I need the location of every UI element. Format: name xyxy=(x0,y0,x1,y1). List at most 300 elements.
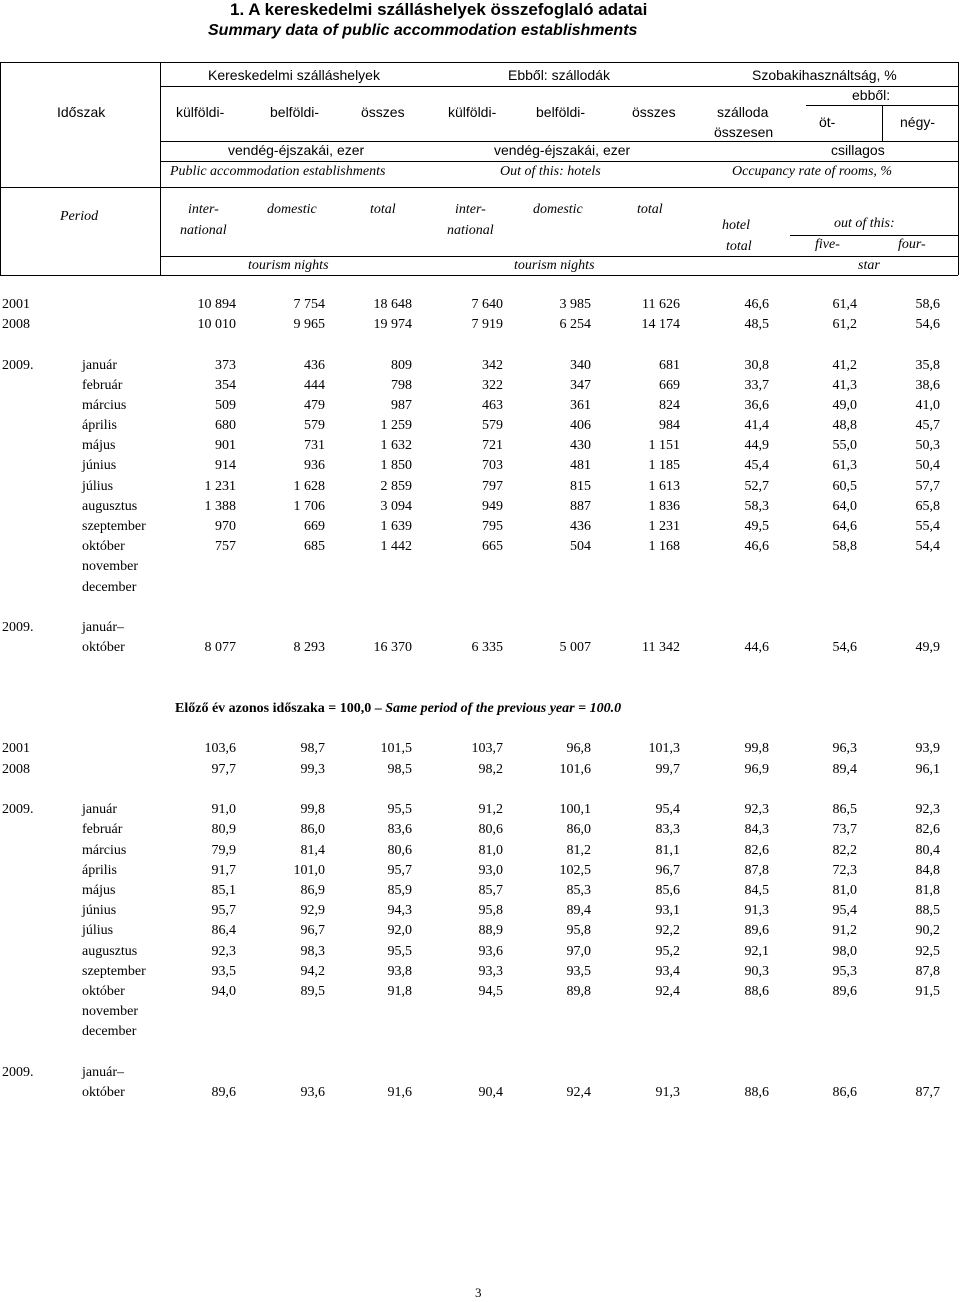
value-cell: 1 442 xyxy=(380,539,412,554)
value-cell: 3 094 xyxy=(380,499,412,514)
value-cell: 757 xyxy=(215,539,236,554)
value-cell: 64,0 xyxy=(832,499,857,514)
value-cell: 84,8 xyxy=(915,863,940,878)
value-cell: 10 010 xyxy=(197,317,236,332)
row-month: február xyxy=(82,822,123,837)
value-cell: 98,7 xyxy=(300,741,325,756)
row-month: június xyxy=(82,903,117,918)
value-cell: 798 xyxy=(391,378,412,393)
value-cell: 93,6 xyxy=(478,944,503,959)
row-month: április xyxy=(82,863,117,878)
value-cell: 80,6 xyxy=(478,822,503,837)
en-group-rule xyxy=(160,161,958,162)
value-cell: 57,7 xyxy=(915,479,940,494)
value-cell: 36,6 xyxy=(744,398,769,413)
value-cell: 90,3 xyxy=(744,964,769,979)
value-cell: 342 xyxy=(482,358,503,373)
value-cell: 102,5 xyxy=(559,863,591,878)
col-hotel-total: total xyxy=(726,239,752,254)
col-osszes-2: összes xyxy=(632,104,676,120)
value-cell: 481 xyxy=(570,458,591,473)
value-cell: 96,1 xyxy=(915,762,940,777)
vendeg-label-1: vendég-éjszakái, ezer xyxy=(228,142,365,158)
row-month: október xyxy=(82,640,125,655)
value-cell: 797 xyxy=(482,479,503,494)
value-cell: 8 293 xyxy=(293,640,325,655)
value-cell: 11 626 xyxy=(642,297,680,312)
value-cell: 89,6 xyxy=(744,923,769,938)
value-cell: 61,2 xyxy=(832,317,857,332)
group-en-3: Occupancy rate of rooms, % xyxy=(732,164,893,179)
value-cell: 987 xyxy=(391,398,412,413)
value-cell: 444 xyxy=(304,378,325,393)
row-month: március xyxy=(82,398,127,413)
value-cell: 61,3 xyxy=(832,458,857,473)
row-month: január– xyxy=(82,1065,124,1080)
value-cell: 936 xyxy=(304,458,325,473)
value-cell: 41,0 xyxy=(915,398,940,413)
value-cell: 91,8 xyxy=(387,984,412,999)
value-cell: 7 919 xyxy=(471,317,503,332)
row-month: augusztus xyxy=(82,944,138,959)
value-cell: 73,7 xyxy=(832,822,857,837)
value-cell: 91,3 xyxy=(655,1085,680,1100)
row-year: 2001 xyxy=(2,297,30,312)
value-cell: 49,5 xyxy=(744,519,769,534)
value-cell: 91,5 xyxy=(915,984,940,999)
value-cell: 44,6 xyxy=(744,640,769,655)
value-cell: 83,3 xyxy=(655,822,680,837)
ebbol-label: ebből: xyxy=(852,87,891,103)
value-cell: 430 xyxy=(570,438,591,453)
value-cell: 361 xyxy=(570,398,591,413)
value-cell: 97,7 xyxy=(211,762,236,777)
value-cell: 48,8 xyxy=(832,418,857,433)
value-cell: 1 632 xyxy=(380,438,412,453)
value-cell: 89,5 xyxy=(300,984,325,999)
value-cell: 3 985 xyxy=(559,297,591,312)
value-cell: 86,6 xyxy=(832,1085,857,1100)
value-cell: 95,8 xyxy=(566,923,591,938)
value-cell: 48,5 xyxy=(744,317,769,332)
value-cell: 901 xyxy=(215,438,236,453)
row-year: 2009. xyxy=(2,1065,34,1080)
star-divider-hu xyxy=(882,105,883,141)
row-year: 2008 xyxy=(2,317,30,332)
row-month: október xyxy=(82,1085,125,1100)
value-cell: 10 894 xyxy=(197,297,236,312)
col-four: four- xyxy=(898,237,926,252)
value-cell: 91,6 xyxy=(387,1085,412,1100)
value-cell: 46,6 xyxy=(744,539,769,554)
value-cell: 9 965 xyxy=(293,317,325,332)
value-cell: 98,5 xyxy=(387,762,412,777)
value-cell: 887 xyxy=(570,499,591,514)
value-cell: 92,3 xyxy=(915,802,940,817)
value-cell: 373 xyxy=(215,358,236,373)
value-cell: 79,9 xyxy=(211,843,236,858)
value-cell: 669 xyxy=(659,378,680,393)
value-cell: 1 613 xyxy=(648,479,680,494)
row-month: szeptember xyxy=(82,964,146,979)
value-cell: 5 007 xyxy=(559,640,591,655)
value-cell: 92,9 xyxy=(300,903,325,918)
row-year: 2009. xyxy=(2,802,34,817)
value-cell: 463 xyxy=(482,398,503,413)
col-ot: öt- xyxy=(819,114,836,130)
value-cell: 54,4 xyxy=(915,539,940,554)
value-cell: 1 259 xyxy=(380,418,412,433)
row-month: december xyxy=(82,1024,137,1039)
header-left-border xyxy=(0,62,1,275)
col-kulfoldi-2: külföldi- xyxy=(448,104,497,120)
value-cell: 55,0 xyxy=(832,438,857,453)
col-national-1: national xyxy=(180,223,227,238)
tourism-nights-2: tourism nights xyxy=(514,258,595,273)
value-cell: 94,3 xyxy=(387,903,412,918)
value-cell: 87,7 xyxy=(915,1085,940,1100)
value-cell: 82,6 xyxy=(744,843,769,858)
row-year: 2001 xyxy=(2,741,30,756)
col-hotel: hotel xyxy=(722,218,750,233)
value-cell: 7 754 xyxy=(293,297,325,312)
value-cell: 88,6 xyxy=(744,1085,769,1100)
value-cell: 93,8 xyxy=(387,964,412,979)
value-cell: 65,8 xyxy=(915,499,940,514)
col-negy: négy- xyxy=(900,114,936,130)
row-month: január xyxy=(82,802,117,817)
value-cell: 815 xyxy=(570,479,591,494)
value-cell: 18 648 xyxy=(373,297,412,312)
value-cell: 91,7 xyxy=(211,863,236,878)
value-cell: 86,9 xyxy=(300,883,325,898)
value-cell: 72,3 xyxy=(832,863,857,878)
row-month: május xyxy=(82,438,116,453)
value-cell: 731 xyxy=(304,438,325,453)
value-cell: 89,8 xyxy=(566,984,591,999)
row-month: február xyxy=(82,378,123,393)
value-cell: 93,3 xyxy=(478,964,503,979)
col-belfoldi-1: belföldi- xyxy=(270,104,320,120)
value-cell: 95,7 xyxy=(387,863,412,878)
value-cell: 100,1 xyxy=(559,802,591,817)
value-cell: 93,0 xyxy=(478,863,503,878)
value-cell: 92,2 xyxy=(655,923,680,938)
value-cell: 8 077 xyxy=(204,640,236,655)
value-cell: 54,6 xyxy=(915,317,940,332)
value-cell: 89,6 xyxy=(211,1085,236,1100)
value-cell: 80,4 xyxy=(915,843,940,858)
value-cell: 87,8 xyxy=(744,863,769,878)
value-cell: 85,9 xyxy=(387,883,412,898)
row-month: március xyxy=(82,843,127,858)
vendeg-label-2: vendég-éjszakái, ezer xyxy=(494,142,631,158)
value-cell: 81,0 xyxy=(478,843,503,858)
col-osszes-1: összes xyxy=(361,104,405,120)
value-cell: 96,9 xyxy=(744,762,769,777)
value-cell: 1 185 xyxy=(648,458,680,473)
header-mid-rule xyxy=(0,187,958,188)
value-cell: 45,4 xyxy=(744,458,769,473)
value-cell: 95,4 xyxy=(655,802,680,817)
value-cell: 94,2 xyxy=(300,964,325,979)
value-cell: 92,1 xyxy=(744,944,769,959)
value-cell: 96,8 xyxy=(566,741,591,756)
value-cell: 41,2 xyxy=(832,358,857,373)
value-cell: 86,0 xyxy=(300,822,325,837)
value-cell: 949 xyxy=(482,499,503,514)
page-title: 1. A kereskedelmi szálláshelyek összefoglaló adatai xyxy=(230,0,648,19)
value-cell: 19 974 xyxy=(373,317,412,332)
value-cell: 1 850 xyxy=(380,458,412,473)
row-month: július xyxy=(82,479,114,494)
value-cell: 6 254 xyxy=(559,317,591,332)
value-cell: 2 859 xyxy=(380,479,412,494)
group-hu-rule xyxy=(160,86,958,87)
value-cell: 96,3 xyxy=(832,741,857,756)
value-cell: 101,5 xyxy=(380,741,412,756)
value-cell: 85,3 xyxy=(566,883,591,898)
value-cell: 984 xyxy=(659,418,680,433)
period-label: Period xyxy=(60,209,99,224)
row-month: január– xyxy=(82,620,124,635)
col-inter-1: inter- xyxy=(188,202,219,217)
value-cell: 80,6 xyxy=(387,843,412,858)
header-top-rule xyxy=(0,62,958,63)
value-cell: 86,5 xyxy=(832,802,857,817)
value-cell: 98,2 xyxy=(478,762,503,777)
tourism-nights-1: tourism nights xyxy=(248,258,329,273)
value-cell: 1 836 xyxy=(648,499,680,514)
row-month: április xyxy=(82,418,117,433)
col-domestic-2: domestic xyxy=(533,202,583,217)
value-cell: 509 xyxy=(215,398,236,413)
value-cell: 99,8 xyxy=(300,802,325,817)
value-cell: 95,5 xyxy=(387,802,412,817)
value-cell: 95,8 xyxy=(478,903,503,918)
star-label: star xyxy=(858,258,880,273)
col-five: five- xyxy=(815,237,840,252)
value-cell: 30,8 xyxy=(744,358,769,373)
group-hu-3: Szobakihasználtság, % xyxy=(752,67,897,83)
value-cell: 795 xyxy=(482,519,503,534)
value-cell: 81,2 xyxy=(566,843,591,858)
value-cell: 92,4 xyxy=(566,1085,591,1100)
value-cell: 60,5 xyxy=(832,479,857,494)
value-cell: 16 370 xyxy=(373,640,412,655)
tourism-rule xyxy=(160,256,958,257)
header-right-border xyxy=(958,62,959,275)
value-cell: 1 706 xyxy=(293,499,325,514)
out-of-this-rule xyxy=(790,235,958,236)
row-year: 2009. xyxy=(2,620,34,635)
value-cell: 88,6 xyxy=(744,984,769,999)
value-cell: 84,3 xyxy=(744,822,769,837)
value-cell: 93,6 xyxy=(300,1085,325,1100)
value-cell: 97,0 xyxy=(566,944,591,959)
value-cell: 479 xyxy=(304,398,325,413)
value-cell: 809 xyxy=(391,358,412,373)
value-cell: 58,3 xyxy=(744,499,769,514)
col-total-2: total xyxy=(637,202,663,217)
value-cell: 45,7 xyxy=(915,418,940,433)
row-year: 2008 xyxy=(2,762,30,777)
value-cell: 1 388 xyxy=(204,499,236,514)
value-cell: 54,6 xyxy=(832,640,857,655)
value-cell: 681 xyxy=(659,358,680,373)
row-month: november xyxy=(82,559,138,574)
col-total-1: total xyxy=(370,202,396,217)
value-cell: 87,8 xyxy=(915,964,940,979)
value-cell: 81,8 xyxy=(915,883,940,898)
value-cell: 81,1 xyxy=(655,843,680,858)
value-cell: 91,3 xyxy=(744,903,769,918)
row-month: július xyxy=(82,923,114,938)
value-cell: 436 xyxy=(304,358,325,373)
value-cell: 85,1 xyxy=(211,883,236,898)
row-month: szeptember xyxy=(82,519,146,534)
value-cell: 94,5 xyxy=(478,984,503,999)
value-cell: 64,6 xyxy=(832,519,857,534)
row-month: október xyxy=(82,539,125,554)
header-bottom-rule xyxy=(0,275,958,276)
value-cell: 579 xyxy=(304,418,325,433)
value-cell: 50,3 xyxy=(915,438,940,453)
row-year: 2009. xyxy=(2,358,34,373)
value-cell: 340 xyxy=(570,358,591,373)
value-cell: 6 335 xyxy=(471,640,503,655)
value-cell: 81,4 xyxy=(300,843,325,858)
value-cell: 83,6 xyxy=(387,822,412,837)
value-cell: 89,6 xyxy=(832,984,857,999)
value-cell: 91,0 xyxy=(211,802,236,817)
value-cell: 86,4 xyxy=(211,923,236,938)
value-cell: 33,7 xyxy=(744,378,769,393)
group-hu-2: Ebből: szállodák xyxy=(508,67,610,83)
value-cell: 354 xyxy=(215,378,236,393)
index-note-hu: Előző év azonos időszaka = 100,0 – xyxy=(175,701,382,716)
value-cell: 504 xyxy=(570,539,591,554)
value-cell: 52,7 xyxy=(744,479,769,494)
row-month: november xyxy=(82,1004,138,1019)
value-cell: 92,3 xyxy=(744,802,769,817)
row-month: augusztus xyxy=(82,499,138,514)
value-cell: 85,7 xyxy=(478,883,503,898)
value-cell: 14 174 xyxy=(641,317,680,332)
value-cell: 92,5 xyxy=(915,944,940,959)
row-month: május xyxy=(82,883,116,898)
col-inter-2: inter- xyxy=(455,202,486,217)
value-cell: 90,4 xyxy=(478,1085,503,1100)
value-cell: 322 xyxy=(482,378,503,393)
page-subtitle: Summary data of public accommodation establishments xyxy=(208,22,638,39)
value-cell: 89,4 xyxy=(832,762,857,777)
value-cell: 95,3 xyxy=(832,964,857,979)
value-cell: 1 231 xyxy=(648,519,680,534)
value-cell: 1 168 xyxy=(648,539,680,554)
value-cell: 665 xyxy=(482,539,503,554)
value-cell: 406 xyxy=(570,418,591,433)
value-cell: 49,0 xyxy=(832,398,857,413)
value-cell: 35,8 xyxy=(915,358,940,373)
value-cell: 46,6 xyxy=(744,297,769,312)
value-cell: 703 xyxy=(482,458,503,473)
value-cell: 7 640 xyxy=(471,297,503,312)
value-cell: 41,4 xyxy=(744,418,769,433)
value-cell: 91,2 xyxy=(478,802,503,817)
value-cell: 101,6 xyxy=(559,762,591,777)
value-cell: 103,7 xyxy=(471,741,503,756)
col-national-2: national xyxy=(447,223,494,238)
value-cell: 436 xyxy=(570,519,591,534)
value-cell: 95,2 xyxy=(655,944,680,959)
value-cell: 93,1 xyxy=(655,903,680,918)
value-cell: 824 xyxy=(659,398,680,413)
value-cell: 347 xyxy=(570,378,591,393)
value-cell: 914 xyxy=(215,458,236,473)
page-number: 3 xyxy=(475,1285,482,1300)
value-cell: 50,4 xyxy=(915,458,940,473)
value-cell: 103,6 xyxy=(204,741,236,756)
value-cell: 685 xyxy=(304,539,325,554)
value-cell: 1 628 xyxy=(293,479,325,494)
value-cell: 58,8 xyxy=(832,539,857,554)
value-cell: 88,5 xyxy=(915,903,940,918)
value-cell: 579 xyxy=(482,418,503,433)
value-cell: 92,0 xyxy=(387,923,412,938)
value-cell: 85,6 xyxy=(655,883,680,898)
value-cell: 80,9 xyxy=(211,822,236,837)
value-cell: 93,4 xyxy=(655,964,680,979)
value-cell: 41,3 xyxy=(832,378,857,393)
row-month: október xyxy=(82,984,125,999)
value-cell: 93,5 xyxy=(211,964,236,979)
value-cell: 98,3 xyxy=(300,944,325,959)
value-cell: 92,4 xyxy=(655,984,680,999)
value-cell: 98,0 xyxy=(832,944,857,959)
value-cell: 84,5 xyxy=(744,883,769,898)
col-kulfoldi-1: külföldi- xyxy=(176,104,225,120)
col-belfoldi-2: belföldi- xyxy=(536,104,586,120)
value-cell: 95,4 xyxy=(832,903,857,918)
value-cell: 91,2 xyxy=(832,923,857,938)
value-cell: 99,8 xyxy=(744,741,769,756)
value-cell: 82,6 xyxy=(915,822,940,837)
value-cell: 99,3 xyxy=(300,762,325,777)
col-osszesen: összesen xyxy=(714,124,774,140)
value-cell: 95,5 xyxy=(387,944,412,959)
value-cell: 49,9 xyxy=(915,640,940,655)
value-cell: 970 xyxy=(215,519,236,534)
value-cell: 101,0 xyxy=(293,863,325,878)
csillagos-label: csillagos xyxy=(831,142,885,158)
value-cell: 96,7 xyxy=(300,923,325,938)
value-cell: 680 xyxy=(215,418,236,433)
col-domestic-1: domestic xyxy=(267,202,317,217)
value-cell: 93,9 xyxy=(915,741,940,756)
value-cell: 721 xyxy=(482,438,503,453)
index-note-en: Same period of the previous year = 100.0 xyxy=(385,701,622,716)
value-cell: 55,4 xyxy=(915,519,940,534)
value-cell: 82,2 xyxy=(832,843,857,858)
value-cell: 58,6 xyxy=(915,297,940,312)
value-cell: 95,7 xyxy=(211,903,236,918)
value-cell: 93,5 xyxy=(566,964,591,979)
period-divider xyxy=(160,62,161,275)
value-cell: 669 xyxy=(304,519,325,534)
row-month: június xyxy=(82,458,117,473)
value-cell: 96,7 xyxy=(655,863,680,878)
